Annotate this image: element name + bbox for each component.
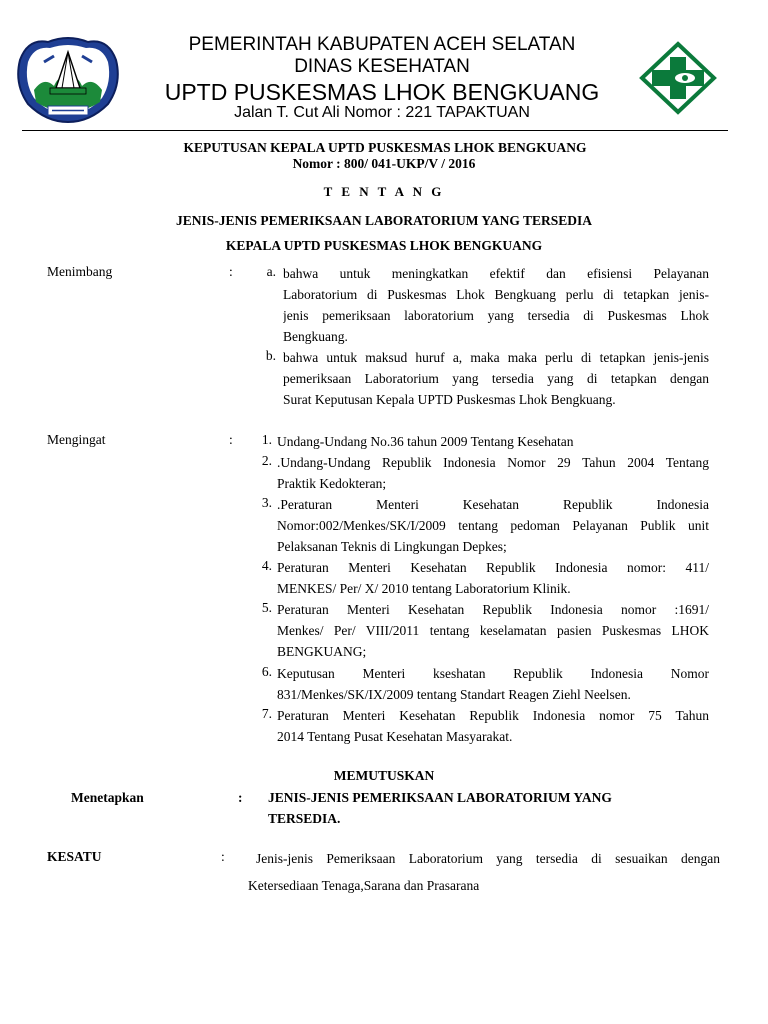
mengingat-4-line-2: MENKES/ Per/ X/ 2010 tentang Laboratorium Klinik. bbox=[277, 581, 571, 596]
mengingat-5-line-1: Peraturan Menteri Kesehatan Republik Indonesia nomor :1691/ bbox=[277, 602, 709, 617]
kesatu-label: KESATU bbox=[47, 849, 102, 864]
menimbang-b-line-3: Surat Keputusan Kepala UPTD Puskesmas Lhok Bengkuang. bbox=[283, 392, 616, 407]
mengingat-marker-3: 3. bbox=[261, 495, 272, 510]
mengingat-3-line-2: Nomor:002/Menkes/SK/I/2009 tentang pedoman Pelayanan Publik unit bbox=[277, 518, 709, 533]
menetapkan-colon: : bbox=[238, 790, 243, 805]
letterhead-address: Jalan T. Cut Ali Nomor : 221 TAPAKTUAN bbox=[234, 104, 530, 121]
mengingat-3-line-3: Pelaksanan Teknis di Lingkungan Depkes; bbox=[277, 539, 507, 554]
kesatu-line-2: Ketersediaan Tenaga,Sarana dan Prasarana bbox=[248, 878, 480, 893]
menimbang-b-line-1: bahwa untuk maksud huruf a, maka maka perlu di tetapkan jenis-jenis bbox=[283, 350, 709, 365]
mengingat-6-line-2: 831/Menkes/SK/IX/2009 tentang Standart Reagen Ziehl Neelsen. bbox=[277, 687, 631, 702]
mengingat-7-line-2: 2014 Tentang Pusat Kesehatan Masyarakat. bbox=[277, 729, 513, 744]
mengingat-marker-1: 1. bbox=[261, 432, 272, 447]
menimbang-b-line-2: pemeriksaan Laboratorium yang tersedia yang di tetapkan dengan bbox=[283, 371, 709, 386]
mengingat-4-line-1: Peraturan Menteri Kesehatan Republik Indonesia nomor: 411/ bbox=[277, 560, 709, 575]
menetapkan-label: Menetapkan bbox=[71, 790, 144, 805]
mengingat-2-line-2: Praktik Kedokteran; bbox=[277, 476, 387, 491]
mengingat-1-line-1: Undang-Undang No.36 tahun 2009 Tentang Kesehatan bbox=[277, 434, 574, 449]
mengingat-2-line-1: .Undang-Undang Republik Indonesia Nomor 29 Tahun 2004 Tentang bbox=[277, 455, 709, 470]
decree-title: KEPUTUSAN KEPALA UPTD PUSKESMAS LHOK BENGKUANG bbox=[183, 140, 587, 155]
decree-subject: JENIS-JENIS PEMERIKSAAN LABORATORIUM YANG TERSEDIA bbox=[175, 213, 593, 228]
mengingat-5-line-3: BENGKUANG; bbox=[277, 644, 367, 659]
kesatu-colon: : bbox=[221, 849, 225, 864]
puskesmas-cross-logo bbox=[628, 41, 728, 115]
menimbang-a-line-2: Laboratorium di Puskesmas Lhok Bengkuang perlu di tetapkan jenis- bbox=[283, 287, 709, 302]
mengingat-marker-2: 2. bbox=[261, 453, 272, 468]
kesatu-line-1: Jenis-jenis Pemeriksaan Laboratorium yang tersedia di sesuaikan dengan bbox=[256, 851, 720, 866]
letterhead-divider bbox=[22, 130, 728, 131]
letterhead-government: PEMERINTAH KABUPATEN ACEH SELATAN bbox=[188, 34, 576, 55]
letterhead-institution: UPTD PUSKESMAS LHOK BENGKUANG bbox=[164, 79, 600, 105]
mengingat-label: Mengingat bbox=[47, 432, 106, 447]
letterhead-department: DINAS KESEHATAN bbox=[294, 56, 470, 77]
decree-about: T E N T A N G bbox=[323, 184, 445, 199]
mengingat-colon: : bbox=[229, 432, 233, 447]
mengingat-7-line-1: Peraturan Menteri Kesehatan Republik Indonesia nomor 75 Tahun bbox=[277, 708, 709, 723]
menimbang-a-line-1: bahwa untuk meningkatkan efektif dan efisiensi Pelayanan bbox=[283, 266, 709, 281]
mengingat-marker-4: 4. bbox=[261, 558, 272, 573]
menetapkan-line-1: JENIS-JENIS PEMERIKSAAN LABORATORIUM YANG bbox=[268, 790, 612, 805]
mengingat-marker-7: 7. bbox=[261, 706, 272, 721]
mengingat-6-line-1: Keputusan Menteri kseshatan Republik Indonesia Nomor bbox=[277, 666, 709, 681]
memutuskan-heading: MEMUTUSKAN bbox=[333, 768, 435, 783]
mengingat-5-line-2: Menkes/ Per/ VIII/2011 tentang keselamatan pasien Puskesmas LHOK bbox=[277, 623, 709, 638]
decree-number: Nomor : 800/ 041-UKP/V / 2016 bbox=[292, 156, 476, 171]
regency-emblem-logo bbox=[14, 32, 122, 124]
menimbang-colon: : bbox=[229, 264, 233, 279]
menetapkan-line-2: TERSEDIA. bbox=[268, 811, 341, 826]
menimbang-a-line-4: Bengkuang. bbox=[283, 329, 348, 344]
decree-official: KEPALA UPTD PUSKESMAS LHOK BENGKUANG bbox=[225, 238, 543, 253]
menimbang-label: Menimbang bbox=[47, 264, 113, 279]
menimbang-marker-b: b. bbox=[265, 348, 276, 363]
menimbang-a-line-3: jenis pemeriksaan laboratorium yang tersedia di Puskesmas Lhok bbox=[283, 308, 709, 323]
mengingat-3-line-1: .Peraturan Menteri Kesehatan Republik Indonesia bbox=[277, 497, 709, 512]
mengingat-marker-6: 6. bbox=[261, 664, 272, 679]
menimbang-marker-a: a. bbox=[266, 264, 276, 279]
mengingat-marker-5: 5. bbox=[261, 600, 272, 615]
